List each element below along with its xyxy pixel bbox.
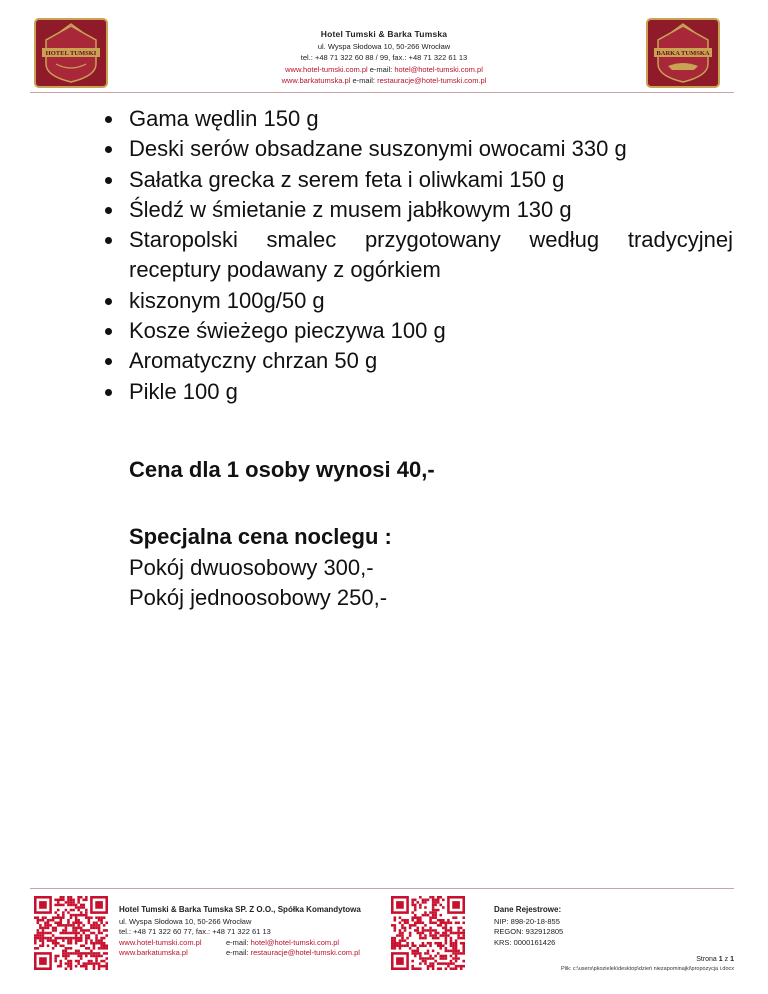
footer-web-hotel[interactable]: www.hotel-tumski.com.pl (119, 937, 202, 947)
menu-item: kiszonym 100g/50 g (105, 286, 733, 316)
footer-divider (30, 888, 734, 889)
footer-address: ul. Wyspa Słodowa 10, 50-266 Wrocław (119, 916, 252, 926)
footer-email-hotel[interactable]: hotel@hotel-tumski.com.pl (250, 937, 340, 947)
price-per-person: Cena dla 1 osoby wynosi 40,- (129, 457, 435, 482)
page-number (600, 956, 734, 963)
double-room-price: Pokój dwuosobowy 300,- (129, 554, 374, 580)
footer-email-restaurant[interactable]: restauracje@hotel-tumski.com.pl (250, 948, 360, 957)
svg-text:HOTEL TUMSKI: HOTEL TUMSKI (45, 50, 97, 57)
menu-item-continuation: receptury podawany z ogórkiem (129, 257, 441, 283)
letterhead-web-barka[interactable]: www.barkatumska.pl (281, 76, 351, 85)
letterhead-email-label: e-mail: (352, 76, 375, 85)
footer-email-label: e-mail: (226, 948, 249, 957)
footer-email-label: e-mail: (226, 937, 249, 947)
footer-company-title: Hotel Tumski & Barka Tumska SP. Z O.O., Spółka Komandytowa (119, 905, 361, 914)
special-accommodation (129, 522, 729, 614)
letterhead-email-label: e-mail: (369, 64, 393, 74)
single-room-price: Pokój jednoosobowy 250,- (129, 585, 388, 610)
letterhead-phone: tel.: +48 71 322 60 88 / 99, fax.: +48 71 322 61 13 (300, 53, 468, 62)
footer-web-barka[interactable]: www.barkatumska.pl (119, 948, 188, 957)
menu-item: Pikle 100 g (105, 377, 733, 407)
menu-item-text: Staropolski smalec przygotowany według tradycyjnej (129, 227, 733, 253)
header-divider (30, 92, 734, 93)
page-current: 1 (718, 956, 723, 963)
menu-item: Kosze świeżego pieczywa 100 g (105, 316, 733, 346)
page-total: 1 (730, 956, 734, 963)
letterhead (200, 29, 568, 87)
registration-regon: REGON: 932912805 (494, 927, 564, 936)
footer-registration (494, 905, 694, 948)
menu-item (105, 225, 733, 286)
menu-item: Gama wędlin 150 g (105, 104, 733, 134)
footer-company (119, 905, 389, 959)
file-path: Plik: c:\users\pkozielek\desktop\dzień niezapominajki\propozycja i.docx (560, 966, 734, 972)
letterhead-title: Hotel Tumski & Barka Tumska (320, 29, 448, 39)
menu-item: Deski serów obsadzane suszonymi owocami 330 g (105, 134, 733, 164)
menu-item: Śledź w śmietanie z musem jabłkowym 130 g (105, 195, 733, 225)
svg-text:BARKA TUMSKA: BARKA TUMSKA (656, 50, 710, 57)
barka-tumska-logo (646, 18, 720, 88)
registration-krs: KRS: 0000161426 (494, 937, 556, 947)
letterhead-email-hotel[interactable]: hotel@hotel-tumski.com.pl (394, 64, 483, 74)
page-label: Strona (696, 956, 717, 963)
letterhead-address: ul. Wyspa Słodowa 10, 50-266 Wrocław (317, 41, 451, 51)
qr-code-icon (391, 896, 465, 970)
registration-nip: NIP: 898-20-18-855 (494, 916, 560, 926)
special-heading: Specjalna cena noclegu : (129, 524, 392, 549)
hotel-tumski-logo (34, 18, 108, 88)
letterhead-web-hotel[interactable]: www.hotel-tumski.com.pl (285, 64, 368, 74)
qr-code-icon (34, 896, 108, 970)
menu-list (105, 104, 733, 407)
menu-item: Aromatyczny chrzan 50 g (105, 346, 733, 376)
page-separator: z (724, 956, 729, 963)
registration-title: Dane Rejestrowe: (494, 905, 562, 914)
footer-phone: tel.: +48 71 322 60 77, fax.: +48 71 322 61 13 (119, 927, 271, 936)
letterhead-email-restaurant[interactable]: restauracje@hotel-tumski.com.pl (377, 76, 487, 85)
menu-item: Sałatka grecka z serem feta i oliwkami 150 g (105, 165, 733, 195)
